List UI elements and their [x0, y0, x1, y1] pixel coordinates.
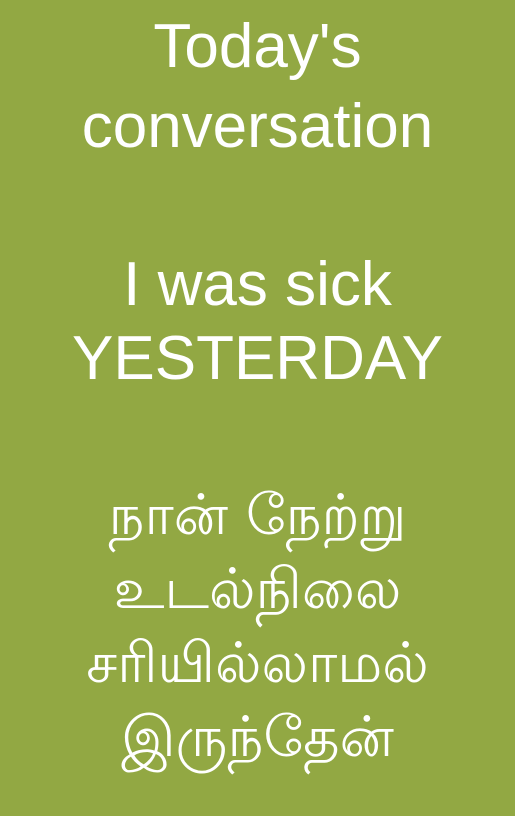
heading-line-1: Today's — [153, 12, 362, 81]
tamil-sentence-line-1: நான் நேற்று — [108, 483, 407, 548]
tamil-sentence-line-4: இருந்தேன் — [121, 705, 394, 770]
tamil-sentence-line-3: சரியில்லாமல் — [86, 631, 429, 696]
heading-line-2: conversation — [81, 92, 434, 161]
tamil-sentence-line-2: உடல்நிலை — [113, 557, 402, 622]
english-sentence-line-1: I was sick — [123, 250, 392, 319]
english-sentence-line-2: YESTERDAY — [72, 324, 443, 393]
